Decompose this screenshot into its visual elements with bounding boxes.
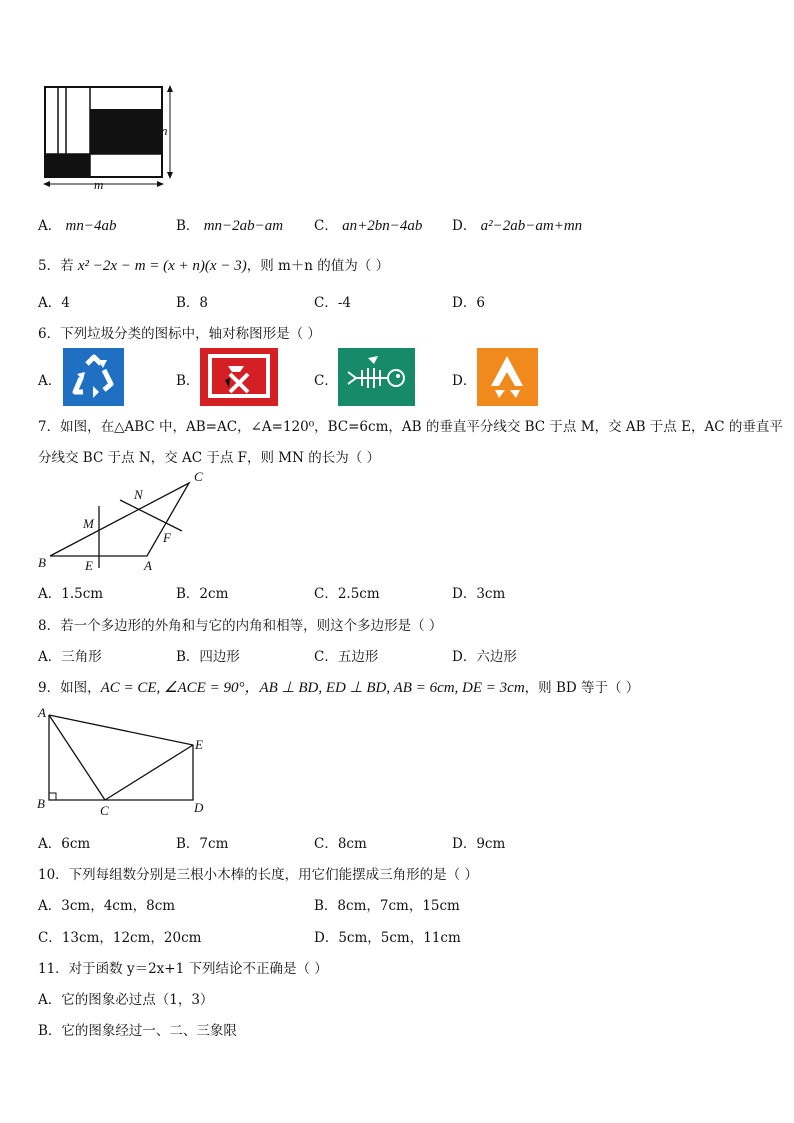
q7-stem-line1: 7．如图，在△ABC 中，AB=AC，∠A=120⁰，BC=6cm，AB 的垂直平分线交 BC 于点 M，交 AB 于点 E，AC 的垂直平 [38, 419, 783, 435]
q6-stem: 6．下列垃圾分类的图标中，轴对称图形是（ ） [38, 326, 321, 342]
q4-option-c-letter: C． [314, 218, 338, 234]
q10-option-b[interactable]: B．8cm，7cm，15cm [314, 898, 460, 914]
q9-stem [38, 676, 639, 697]
q9-stem-suffix: ，则 BD 等于（ ） [524, 680, 640, 696]
q4-option-a[interactable] [38, 214, 117, 235]
q4-n-label: n [161, 123, 168, 138]
q7-label-a: A [144, 558, 152, 573]
q7-label-f: F [163, 530, 171, 545]
q9-label-c: C [100, 803, 109, 818]
q4-option-d[interactable] [452, 214, 582, 235]
q10-option-d[interactable]: D．5cm，5cm，11cm [314, 930, 461, 946]
q4-option-d-expr: a²−2ab−am+mn [480, 218, 583, 234]
q5-equation: x² −2x − m = (x + n)(x − 3) [77, 258, 247, 274]
q8-option-a[interactable]: A．三角形 [38, 649, 102, 665]
q10-option-c[interactable]: C．13cm，12cm，20cm [38, 930, 202, 946]
q8-option-c[interactable]: C．五边形 [314, 649, 379, 665]
q4-option-b-letter: B． [176, 218, 200, 234]
q9-label-b: B [37, 796, 45, 811]
q8-option-b[interactable]: B．四边形 [176, 649, 240, 665]
q11-option-a[interactable]: A．它的图象必过点（1，3） [38, 992, 214, 1008]
q7-option-c[interactable]: C．2.5cm [314, 586, 380, 602]
q9-label-d: D [194, 800, 204, 815]
q7-option-a[interactable]: A．1.5cm [38, 586, 104, 602]
q7-triangle-figure [32, 466, 212, 576]
q9-stem-prefix: 9．如图， [38, 680, 101, 696]
q7-label-c: C [194, 469, 203, 484]
q7-label-m: M [83, 516, 94, 531]
q7-label-e: E [85, 558, 93, 573]
q9-label-a: A [38, 705, 46, 720]
recycle-icon[interactable] [63, 348, 124, 406]
q4-rectangle-figure [40, 82, 180, 192]
q7-label-b: B [38, 555, 46, 570]
q11-option-b[interactable]: B．它的图象经过一、二、三象限 [38, 1023, 237, 1039]
kitchen-waste-icon[interactable] [338, 348, 415, 406]
hazardous-waste-icon[interactable] [200, 348, 278, 406]
q9-figure [32, 702, 217, 820]
q4-option-a-expr: mn−4ab [65, 218, 117, 234]
q6-option-b-label[interactable]: B． [176, 373, 200, 389]
q8-option-d[interactable]: D．六边形 [452, 649, 517, 665]
q5-option-a[interactable]: A．4 [38, 295, 70, 311]
q5-option-b[interactable]: B．8 [176, 295, 209, 311]
q5-stem [38, 254, 389, 275]
q4-option-d-letter: D． [452, 218, 477, 234]
q6-option-a-label[interactable]: A． [38, 373, 62, 389]
q8-stem: 8．若一个多边形的外角和与它的内角和相等，则这个多边形是（ ） [38, 618, 443, 634]
q10-stem: 10．下列每组数分别是三根小木棒的长度，用它们能摆成三角形的是（ ） [38, 867, 478, 883]
q9-option-a[interactable]: A．6cm [38, 836, 91, 852]
q9-conditions: AC = CE, ∠ACE = 90°，AB ⊥ BD, ED ⊥ BD, AB = 6cm, DE = 3cm [100, 680, 525, 696]
q7-option-b[interactable]: B．2cm [176, 586, 229, 602]
q6-option-d-label[interactable]: D． [452, 373, 477, 389]
q9-option-c[interactable]: C．8cm [314, 836, 367, 852]
q9-option-b[interactable]: B．7cm [176, 836, 229, 852]
q4-option-c[interactable] [314, 214, 422, 235]
q4-option-a-letter: A． [38, 218, 62, 234]
q5-stem-prefix: 5．若 [38, 258, 78, 274]
q7-stem-line2: 分线交 BC 于点 N，交 AC 于点 F，则 MN 的长为（ ） [38, 450, 381, 466]
q9-label-e: E [195, 737, 203, 752]
q4-option-b[interactable] [176, 214, 283, 235]
q5-stem-suffix: ，则 m＋n 的值为（ ） [246, 258, 390, 274]
q11-stem: 11．对于函数 y＝2x+1 下列结论不正确是（ ） [38, 961, 328, 977]
q6-option-c-label[interactable]: C． [314, 373, 338, 389]
q10-option-a[interactable]: A．3cm，4cm，8cm [38, 898, 176, 914]
q5-option-c[interactable]: C．-4 [314, 295, 351, 311]
q7-option-d[interactable]: D．3cm [452, 586, 506, 602]
q4-option-b-expr: mn−2ab−am [203, 218, 284, 234]
q7-label-n: N [134, 487, 143, 502]
other-waste-icon[interactable] [477, 348, 538, 406]
q5-option-d[interactable]: D．6 [452, 295, 485, 311]
q9-option-d[interactable]: D．9cm [452, 836, 506, 852]
q4-option-c-expr: an+2bn−4ab [342, 218, 423, 234]
q4-m-label: m [94, 177, 104, 192]
